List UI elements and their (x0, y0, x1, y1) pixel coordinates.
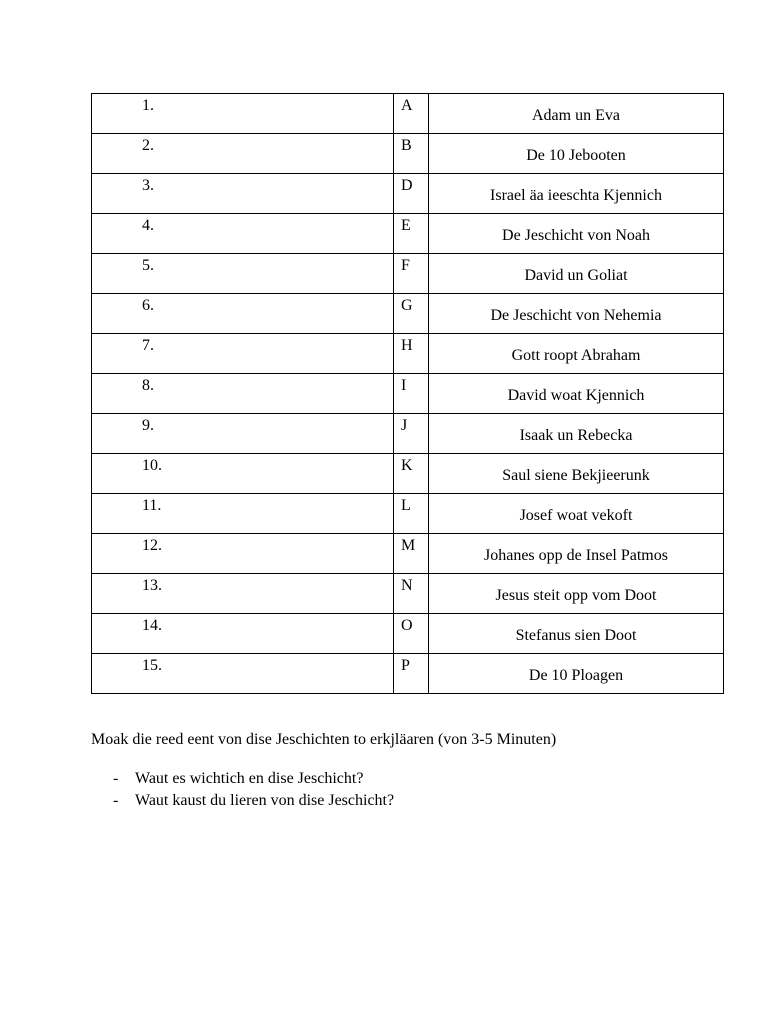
question-dash: - (113, 770, 119, 787)
table-row (92, 534, 724, 574)
row-number-cell: 14. (92, 614, 394, 654)
table-row (92, 454, 724, 494)
row-letter-cell: O (394, 614, 429, 654)
row-story-cell: Johanes opp de Insel Patmos (429, 534, 724, 574)
row-story-cell: De 10 Ploagen (429, 654, 724, 694)
row-letter-cell: E (394, 214, 429, 254)
question-list (113, 768, 394, 812)
table-row (92, 494, 724, 534)
row-number-cell: 2. (92, 134, 394, 174)
row-number-cell: 1. (92, 94, 394, 134)
row-number-cell: 5. (92, 254, 394, 294)
row-story-cell: David un Goliat (429, 254, 724, 294)
row-story-cell: Gott roopt Abraham (429, 334, 724, 374)
instruction-text: Moak die reed eent von dise Jeschichten to erkjläaren (von 3-5 Minuten) (91, 731, 557, 748)
row-letter-cell: G (394, 294, 429, 334)
row-letter-cell: L (394, 494, 429, 534)
row-story-cell: Saul siene Bekjieerunk (429, 454, 724, 494)
row-story-cell: De Jeschicht von Noah (429, 214, 724, 254)
row-letter-cell: N (394, 574, 429, 614)
row-number-cell: 3. (92, 174, 394, 214)
row-letter-cell: J (394, 414, 429, 454)
row-letter-cell: P (394, 654, 429, 694)
row-letter-cell: A (394, 94, 429, 134)
row-number-cell: 10. (92, 454, 394, 494)
table-row (92, 414, 724, 454)
row-number-cell: 9. (92, 414, 394, 454)
row-story-cell: De 10 Jebooten (429, 134, 724, 174)
table-row (92, 214, 724, 254)
row-number-cell: 12. (92, 534, 394, 574)
row-story-cell: Josef woat vekoft (429, 494, 724, 534)
row-story-cell: David woat Kjennich (429, 374, 724, 414)
table-row (92, 294, 724, 334)
question-text: Waut kaust du lieren von dise Jeschicht? (135, 792, 395, 809)
row-letter-cell: B (394, 134, 429, 174)
row-letter-cell: K (394, 454, 429, 494)
row-number-cell: 11. (92, 494, 394, 534)
row-number-cell: 13. (92, 574, 394, 614)
row-story-cell: Adam un Eva (429, 94, 724, 134)
row-letter-cell: H (394, 334, 429, 374)
row-number-cell: 4. (92, 214, 394, 254)
row-letter-cell: I (394, 374, 429, 414)
question-dash: - (113, 792, 119, 809)
table-row (92, 374, 724, 414)
table-row (92, 94, 724, 134)
row-letter-cell: F (394, 254, 429, 294)
matching-table (91, 93, 724, 694)
question-text: Waut es wichtich en dise Jeschicht? (135, 770, 364, 787)
table-row (92, 614, 724, 654)
table-row (92, 574, 724, 614)
row-number-cell: 15. (92, 654, 394, 694)
row-story-cell: De Jeschicht von Nehemia (429, 294, 724, 334)
table-row (92, 654, 724, 694)
table-row (92, 334, 724, 374)
row-number-cell: 7. (92, 334, 394, 374)
row-number-cell: 8. (92, 374, 394, 414)
table-row (92, 254, 724, 294)
row-story-cell: Jesus steit opp vom Doot (429, 574, 724, 614)
table-row (92, 174, 724, 214)
row-letter-cell: M (394, 534, 429, 574)
table-row (92, 134, 724, 174)
row-letter-cell: D (394, 174, 429, 214)
question-item (113, 768, 394, 790)
row-number-cell: 6. (92, 294, 394, 334)
question-item (113, 790, 394, 812)
row-story-cell: Stefanus sien Doot (429, 614, 724, 654)
row-story-cell: Isaak un Rebecka (429, 414, 724, 454)
row-story-cell: Israel äa ieeschta Kjennich (429, 174, 724, 214)
